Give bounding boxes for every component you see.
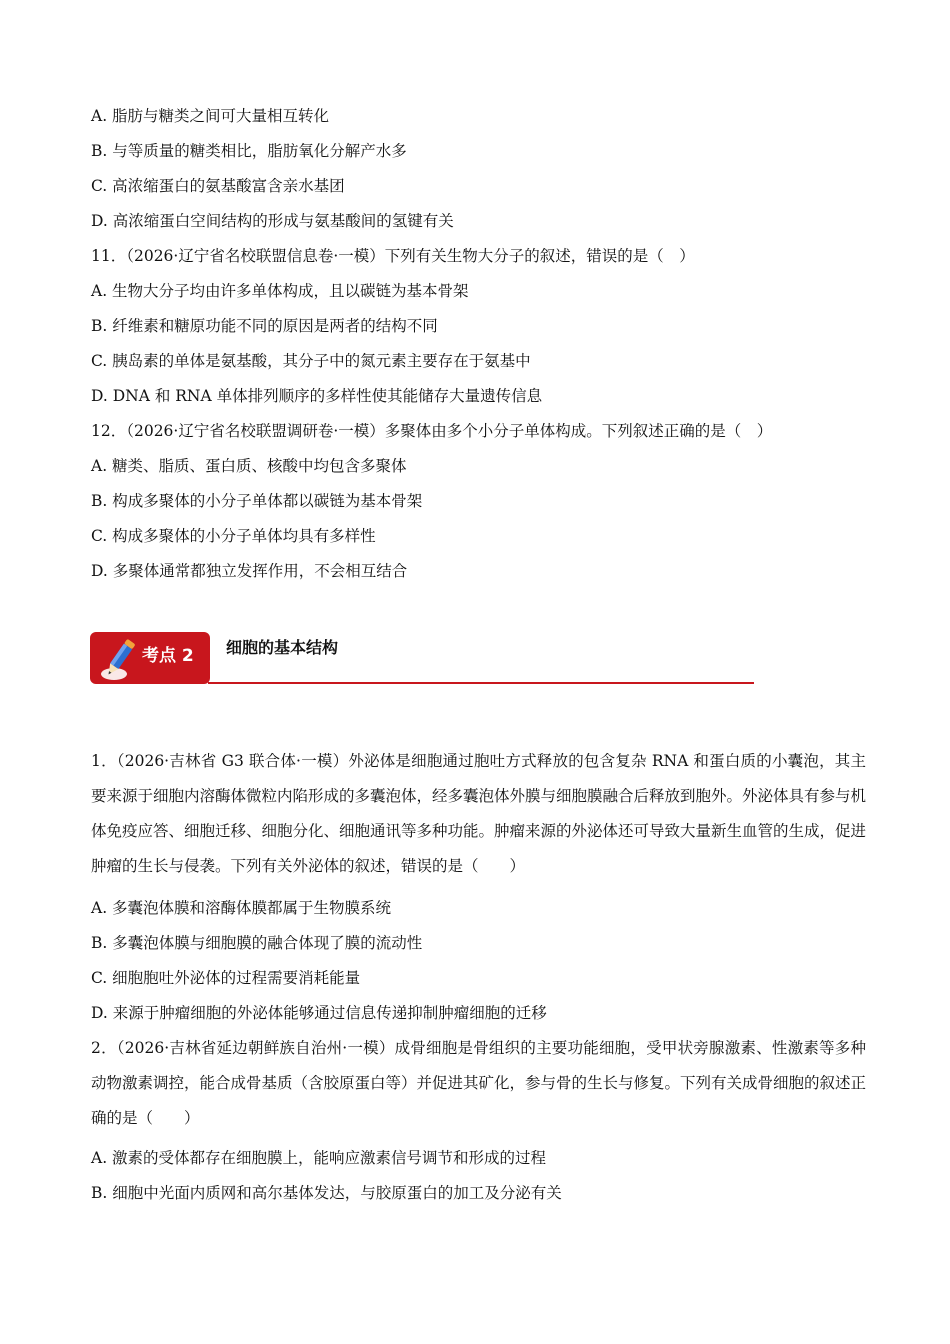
- s2q1-option-a: A. 多囊泡体膜和溶酶体膜都属于生物膜系统: [91, 899, 392, 917]
- section-title: 细胞的基本结构: [226, 638, 339, 657]
- q11-option-a: A. 生物大分子均由许多单体构成，且以碳链为基本骨架: [91, 282, 469, 300]
- section-tab: [90, 632, 210, 684]
- s2q2-stem: 2．（2026·吉林省延边朝鲜族自治州·一模）成骨细胞是骨组织的主要功能细胞，受甲状旁腺激素、性激素等多种动物激素调控，能合成骨基质（含胶原蛋白等）并促进其矿化，参与骨的生长与修复。下列有关成骨细胞的叙述正确的是（ ）: [91, 1039, 867, 1127]
- section-label: 考点 2: [142, 646, 194, 666]
- q10-option-a: A. 脂肪与糖类之间可大量相互转化: [91, 107, 330, 125]
- q12-option-b: B. 构成多聚体的小分子单体都以碳链为基本骨架: [91, 492, 423, 510]
- q11-option-b: B. 纤维素和糖原功能不同的原因是两者的结构不同: [91, 317, 438, 335]
- q10-option-c: C. 高浓缩蛋白的氨基酸富含亲水基团: [91, 177, 345, 195]
- section-divider: [208, 682, 754, 684]
- q11-option-c: C. 胰岛素的单体是氨基酸，其分子中的氮元素主要存在于氨基中: [91, 352, 531, 370]
- q11-option-d: D. DNA 和 RNA 单体排列顺序的多样性使其能储存大量遗传信息: [91, 387, 543, 405]
- q10-option-b: B. 与等质量的糖类相比，脂肪氧化分解产水多: [91, 142, 407, 160]
- s2q2-option-b: B. 细胞中光面内质网和高尔基体发达，与胶原蛋白的加工及分泌有关: [91, 1184, 562, 1202]
- s2q1-option-c: C. 细胞胞吐外泌体的过程需要消耗能量: [91, 969, 361, 987]
- q12-option-c: C. 构成多聚体的小分子单体均具有多样性: [91, 527, 376, 545]
- q11-stem: 11．（2026·辽宁省名校联盟信息卷·一模）下列有关生物大分子的叙述，错误的是（ ）: [91, 247, 695, 265]
- pen-icon: [98, 636, 140, 684]
- s2q1-option-d: D. 来源于肿瘤细胞的外泌体能够通过信息传递抑制肿瘤细胞的迁移: [91, 1004, 547, 1022]
- q12-option-d: D. 多聚体通常都独立发挥作用，不会相互结合: [91, 562, 408, 580]
- s2q1-stem: 1．（2026·吉林省 G3 联合体·一模）外泌体是细胞通过胞吐方式释放的包含复杂 RNA 和蛋白质的小囊泡，其主要来源于细胞内溶酶体微粒内陷形成的多囊泡体，经多囊泡体外膜与细胞膜融合后释放到胞外。外泌体具有参与机体免疫应答、细胞迁移、细胞分化、细胞通讯等多种功能。肿瘤来源的外泌体还可导致大量新生血管的生成，促进肿瘤的生长与侵袭。下列有关外泌体的叙述，错误的是（ ）: [91, 752, 867, 875]
- q12-option-a: A. 糖类、脂质、蛋白质、核酸中均包含多聚体: [91, 457, 407, 475]
- s2q2-option-a: A. 激素的受体都存在细胞膜上，能响应激素信号调节和形成的过程: [91, 1149, 547, 1167]
- q10-option-d: D. 高浓缩蛋白空间结构的形成与氨基酸间的氢键有关: [91, 212, 454, 230]
- section-banner: [90, 630, 754, 688]
- s2q1-option-b: B. 多囊泡体膜与细胞膜的融合体现了膜的流动性: [91, 934, 423, 952]
- q12-stem: 12．（2026·辽宁省名校联盟调研卷·一模）多聚体由多个小分子单体构成。下列叙述正确的是（ ）: [91, 422, 773, 440]
